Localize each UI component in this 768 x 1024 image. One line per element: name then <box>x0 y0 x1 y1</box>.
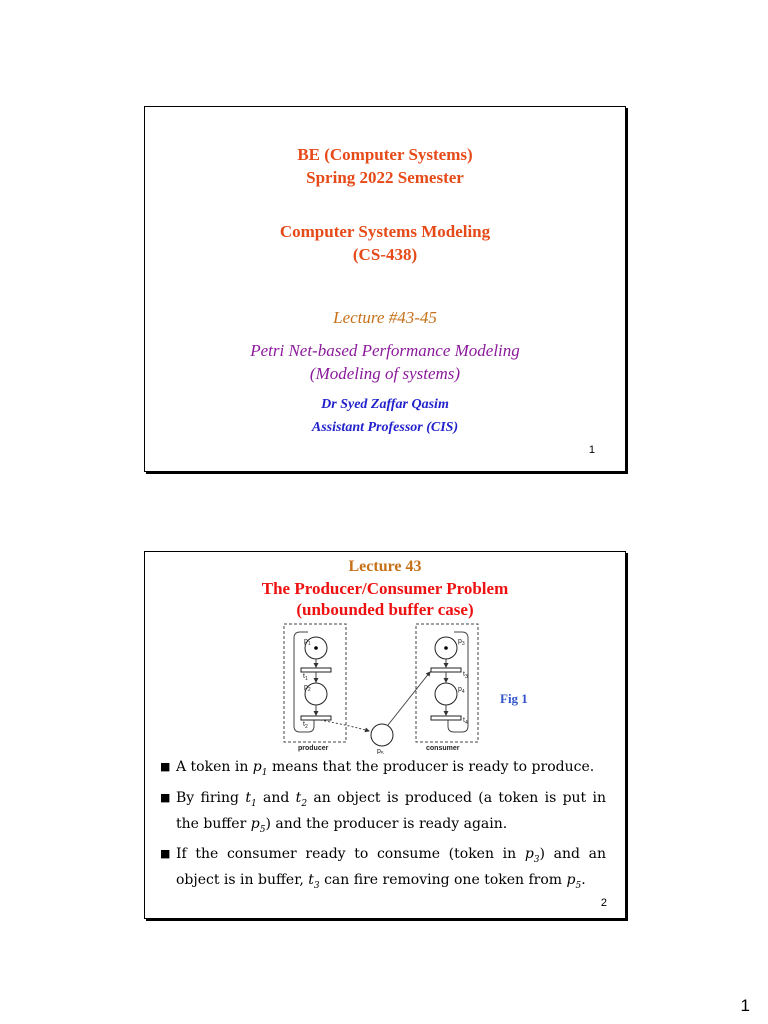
course-title: Computer Systems Modeling <box>279 222 491 241</box>
token-p1 <box>314 646 318 650</box>
label-producer: producer <box>298 745 329 752</box>
bullet-marker: ■ <box>160 790 171 804</box>
slide-number: 2 <box>600 897 607 909</box>
bullet-list <box>160 757 606 901</box>
label-p1: $p_1$ <box>304 638 311 647</box>
producer-consumer-slide <box>144 551 626 919</box>
slide-subtitle: (unbounded buffer case) <box>296 600 474 619</box>
label-consumer: consumer <box>426 745 460 752</box>
label-t4: $t_4$ <box>463 717 468 726</box>
label-t1: $t_1$ <box>303 673 308 682</box>
course-code: (CS-438) <box>352 245 418 264</box>
figure-label: Fig 1 <box>500 691 528 706</box>
slide-title: The Producer/Consumer Problem <box>261 579 509 598</box>
semester-title: Spring 2022 Semester <box>306 168 464 187</box>
lecture-number: Lecture #43-45 <box>333 308 437 327</box>
petri-net-diagram <box>280 622 492 754</box>
label-t2: $t_2$ <box>303 721 308 730</box>
bullet-item: ■ By firing $t_1$ and $t_2$ an object is produced (a token is put in the buffer $p_5$) and the producer is ready again. <box>160 789 606 835</box>
program-title: BE (Computer Systems) <box>297 145 473 164</box>
bullet-marker: ■ <box>160 760 171 773</box>
slide-number: 1 <box>588 444 595 456</box>
transition-t3 <box>431 668 461 672</box>
transition-t2 <box>301 716 331 720</box>
bullet-marker: ■ <box>160 847 171 861</box>
lecture-subtopic: (Modeling of systems) <box>309 364 461 383</box>
label-p5: $p_5$ <box>377 748 384 754</box>
page-number: 1 <box>740 996 750 1015</box>
transition-t4 <box>431 716 461 720</box>
place-p4 <box>435 683 457 705</box>
bullet-item: ■ A token in $p_1$ means that the producer is ready to produce. <box>160 759 595 778</box>
title-slide <box>144 106 626 472</box>
label-p2: $p_2$ <box>304 684 311 693</box>
label-t3: $t_3$ <box>463 671 468 680</box>
place-p5 <box>371 724 393 746</box>
token-p3 <box>444 646 448 650</box>
lecture-topic: Petri Net-based Performance Modeling <box>250 341 520 360</box>
bullet-item: ■ If the consumer ready to consume (token in $p_3$) and an object is in buffer, $t_3$ can fire removing one token from $p_5$. <box>160 846 606 891</box>
author-name: Dr Syed Zaffar Qasim <box>321 397 449 412</box>
author-position: Assistant Professor (CIS) <box>311 420 459 435</box>
transition-t1 <box>301 668 331 672</box>
label-p3: $p_3$ <box>458 638 465 647</box>
label-p4: $p_4$ <box>458 686 465 695</box>
lecture-heading: Lecture 43 <box>348 558 422 575</box>
